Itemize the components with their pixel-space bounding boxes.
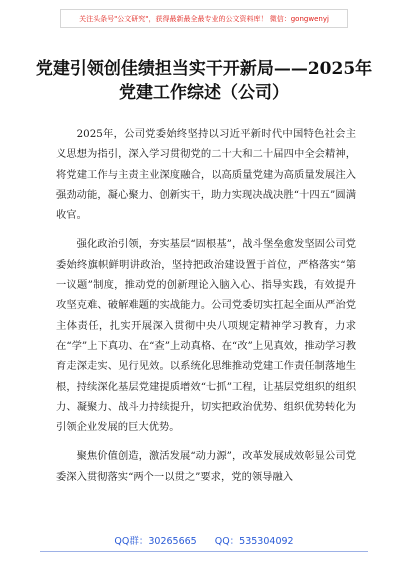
- paragraph-value-creation: 聚焦价值创造，激活发展“动力源”，改革发展成效彰显公司党委深入贯彻落实“两个一以贯之”要求，党的领导融入: [56, 450, 356, 483]
- footer-qq-contact: QQ：535304092: [214, 536, 294, 547]
- banner-text: 关注头条号"公文研究"，获得最新最全最专业的公文资料库！ 微信：gongwenyj: [79, 14, 329, 23]
- footer-divider: [40, 551, 368, 552]
- document-title: 党建引领创佳绩担当实干开新局——2025年党建工作综述（公司）: [35, 59, 373, 103]
- footer: [0, 533, 408, 547]
- paragraph-intro: 2025年，公司党委始终坚持以习近平新时代中国特色社会主义思想为指引，深入学习贯彻党的二十大和二十届四中全会精神，将党建工作与主责主业深度融合，以高质量党建为高质量发展注入强劲动能，凝心聚力、创新实干，助力实现决战决胜“十四五”圆满收官。: [56, 128, 356, 222]
- paragraph-political-guidance: 强化政治引领，夯实基层“固根基”，战斗堡垒愈发坚固公司党委始终旗帜鲜明讲政治，坚持把政治建设置于首位，严格落实“第一议题”制度，推动党的创新理论入脑入心、指导实践，有效提升攻坚克难、破解难题的实战能力。公司党委切实扛起全面从严治党主体责任，扎实开展深入贯彻中央八项规定精神学习教育，力求在“学”上下真功、在“查”上动真格、在“改”上见真效，推动学习教育走深走实、见行见效。以系统化思维推动党建工作责任制落地生根，持续深化基层党建提质增效“七抓”工程，让基层党组织的组织力、凝聚力、战斗力持续提升，切实把政治优势、组织优势转化为引领企业发展的巨大优势。: [56, 238, 356, 434]
- header-banner: [60, 9, 348, 28]
- footer-qq-group: QQ群：30265665: [114, 536, 197, 547]
- document-body: [56, 124, 356, 496]
